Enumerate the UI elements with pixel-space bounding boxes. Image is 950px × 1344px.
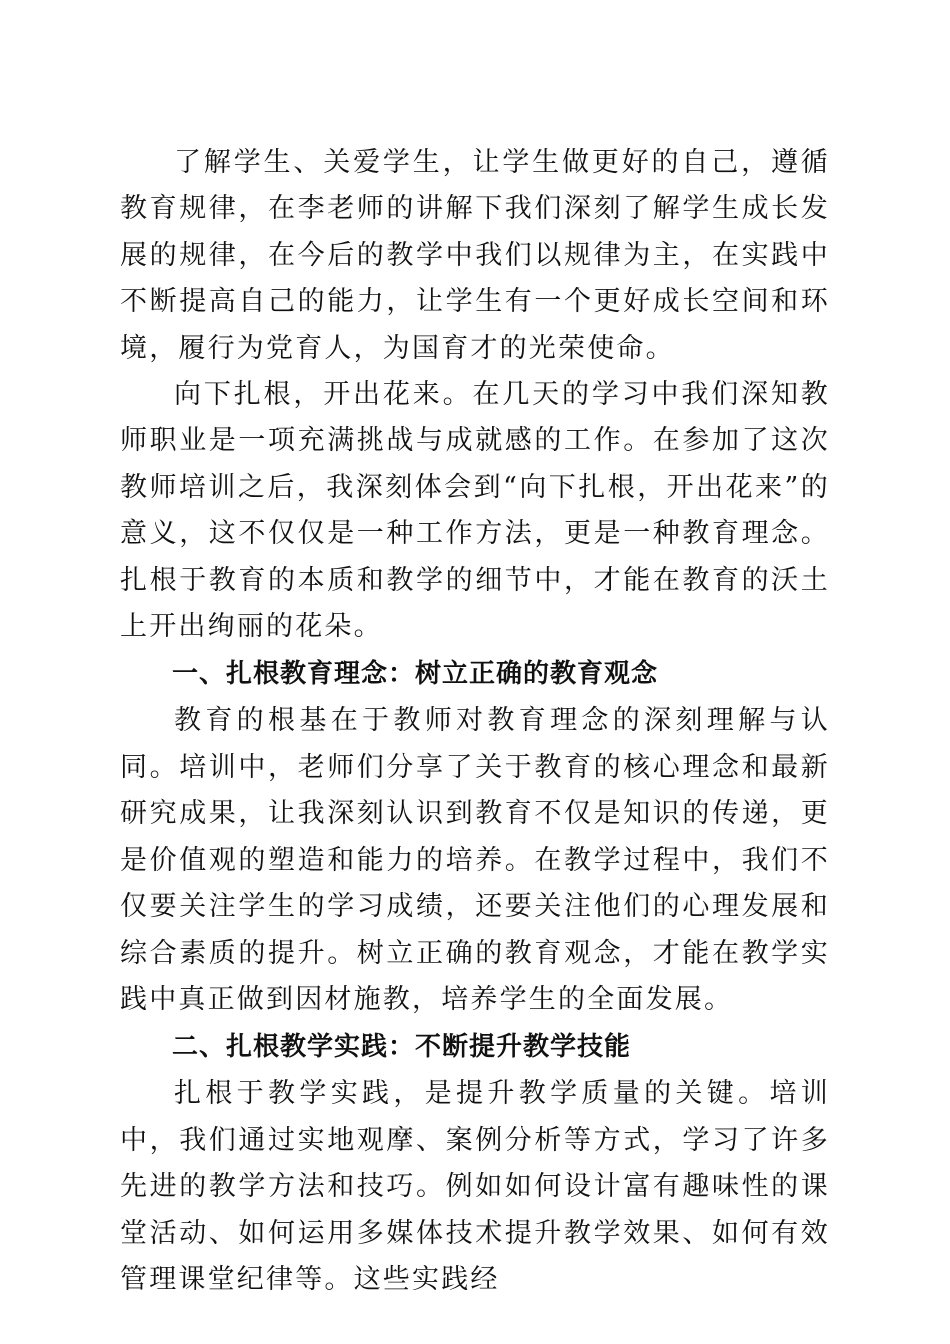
section-heading-education-philosophy: 一、扎根教育理念：树立正确的教育观念	[172, 659, 659, 690]
section-heading-teaching-practice: 二、扎根教学实践：不断提升教学技能	[172, 1032, 632, 1063]
section-body-teaching-practice: 扎根于教学实践，是提升教学质量的关键。培训中，我们通过实地观摩、案例分析等方式，学习了许多先进的教学方法和技巧。例如如何设计富有趣味性的课堂活动、如何运用多媒体技术提升教学效果、如何有效管理课堂纪律等。这些实践经	[120, 1078, 830, 1295]
section-body-education-philosophy: 教育的根基在于教师对教育理念的深刻理解与认同。培训中，老师们分享了关于教育的核心理念和最新研究成果，让我深刻认识到教育不仅是知识的传递，更是价值观的塑造和能力的培养。在教学过程中，我们不仅要关注学生的学习成绩，还要关注他们的心理发展和综合素质的提升。树立正确的教育观念，才能在教学实践中真正做到因材施教，培养学生的全面发展。	[120, 705, 830, 1015]
paragraph-understanding-students: 了解学生、关爱学生，让学生做更好的自己，遵循教育规律，在李老师的讲解下我们深刻了解学生成长发展的规律，在今后的教学中我们以规律为主，在实践中不断提高自己的能力，让学生有一个更好成长空间和环境，履行为党育人，为国育才的光荣使命。	[120, 147, 830, 364]
document-body	[120, 140, 830, 1303]
paragraph-root-downward: 向下扎根，开出花来。在几天的学习中我们深知教师职业是一项充满挑战与成就感的工作。在参加了这次教师培训之后，我深刻体会到“向下扎根，开出花来”的意义，这不仅仅是一种工作方法，更是一种教育理念。扎根于教育的本质和教学的细节中，才能在教育的沃土上开出绚丽的花朵。	[120, 379, 830, 643]
